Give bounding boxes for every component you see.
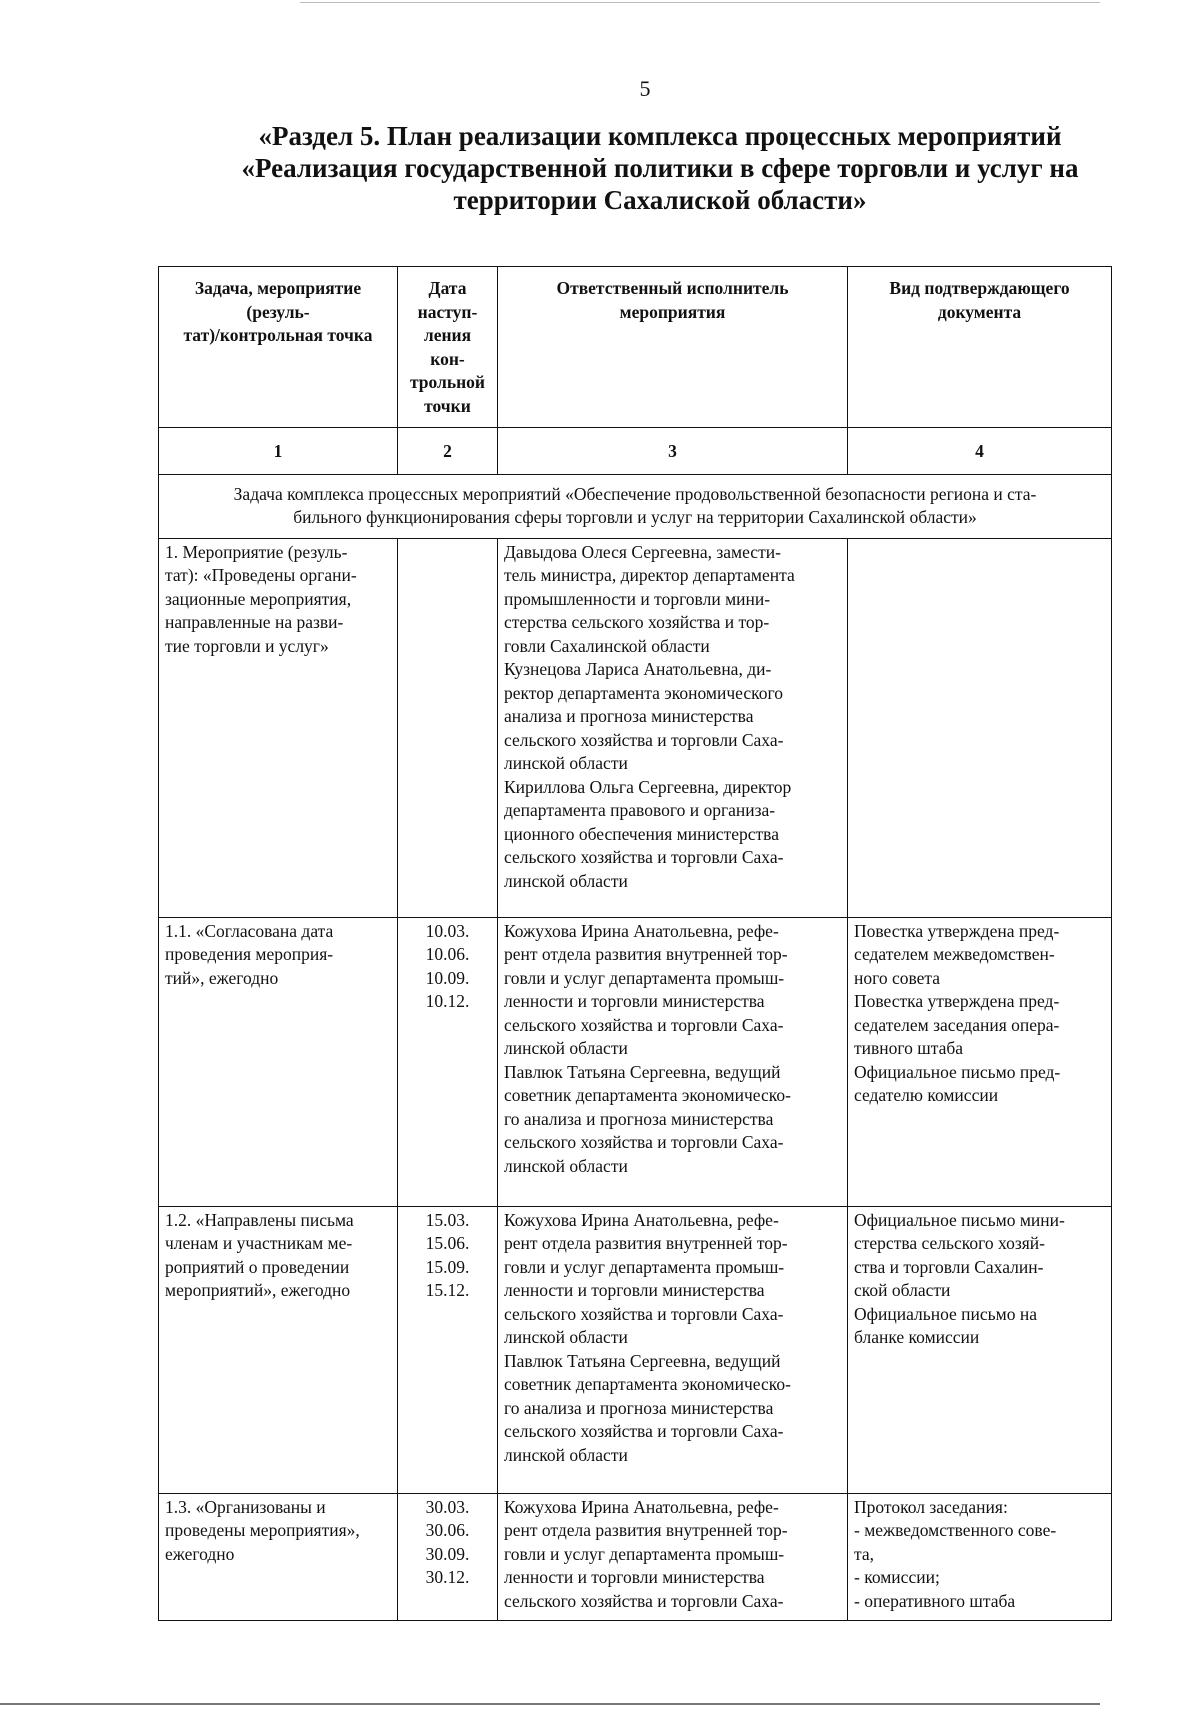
header-date: Дата наступ- ления кон- трольной точки: [398, 267, 498, 428]
title-line-3: территории Сахалиской области»: [453, 185, 867, 215]
row-item: 1.1. «Согласована дата проведения мероприя- тий», ежегодно: [159, 917, 398, 1206]
scan-top-edge: [300, 2, 1100, 3]
row-responsible: Давыдова Олеся Сергеевна, замести- тель министра, директор департамента промышленности и торговли мини- стерства сельского хозяйства и тор- говли Сахалинской области Кузнецова Лариса Анатольевна, ди- ректор департамента экономического анализа и прогноза министерства сельского хозяйства и торговли Саха- линской области Кириллова Ольга Сергеевна, директор департамента правового и организа- ционного обеспечения министерства сельского хозяйства и торговли Саха- линской области: [498, 538, 848, 917]
row-dates: 10.03. 10.06. 10.09. 10.12.: [398, 917, 498, 1206]
column-number-4: 4: [848, 428, 1112, 475]
page-title: [150, 120, 1170, 216]
table-row: [159, 1206, 1112, 1493]
row-responsible: Кожухова Ирина Анатольевна, рефе- рент отдела развития внутренней тор- говли и услуг департамента промыш- ленности и торговли министерства сельского хозяйства и торговли Саха- линской области Павлюк Татьяна Сергеевна, ведущий советник департамента экономическо- го анализа и прогноза министерства сельского хозяйства и торговли Саха- линской области: [498, 1206, 848, 1493]
plan-table: [158, 266, 1112, 1621]
row-responsible: Кожухова Ирина Анатольевна, рефе- рент отдела развития внутренней тор- говли и услуг департамента промыш- ленности и торговли министерства сельского хозяйства и торговли Саха-: [498, 1493, 848, 1620]
page-number: 5: [639, 76, 651, 101]
row-document: Официальное письмо мини- стерства сельского хозяй- ства и торговли Сахалин- ской области Официальное письмо на бланке комиссии: [848, 1206, 1112, 1493]
table-row: [159, 538, 1112, 917]
column-number-1: 1: [159, 428, 398, 475]
row-dates: [398, 538, 498, 917]
row-document: [848, 538, 1112, 917]
row-item: 1.2. «Направлены письма членам и участникам ме- роприятий о проведении мероприятий», ежегодно: [159, 1206, 398, 1493]
row-document: Протокол заседания: - межведомственного сове- та, - комиссии; - оперативного штаба: [848, 1493, 1112, 1620]
column-number-2: 2: [398, 428, 498, 475]
table-header-row: [159, 267, 1112, 428]
header-document: Вид подтверждающего документа: [848, 267, 1112, 428]
row-item: 1. Мероприятие (резуль- тат): «Проведены органи- зационные мероприятия, направленные на разви- тие торговли и услуг»: [159, 538, 398, 917]
column-number-row: [159, 428, 1112, 475]
task-description: Задача комплекса процессных мероприятий «Обеспечение продовольственной безопасности региона и ста- бильного функционирования сферы торговли и услуг на территории Сахалинской области»: [159, 474, 1112, 538]
header-task: Задача, мероприятие (резуль- тат)/контрольная точка: [159, 267, 398, 428]
row-item: 1.3. «Организованы и проведены мероприятия», ежегодно: [159, 1493, 398, 1620]
table-row: [159, 1493, 1112, 1620]
row-document: Повестка утверждена пред- седателем межведомствен- ного совета Повестка утверждена пред- седателем заседания опера- тивного штаба Официальное письмо пред- седателю комиссии: [848, 917, 1112, 1206]
column-number-3: 3: [498, 428, 848, 475]
title-line-2: «Реализация государственной политики в сфере торговли и услуг на: [241, 153, 1079, 183]
row-dates: 15.03. 15.06. 15.09. 15.12.: [398, 1206, 498, 1493]
header-responsible: Ответственный исполнитель мероприятия: [498, 267, 848, 428]
scan-bottom-edge: [0, 1703, 1100, 1705]
table-row: [159, 917, 1112, 1206]
title-line-1: «Раздел 5. План реализации комплекса процессных мероприятий: [258, 121, 1062, 151]
row-dates: 30.03. 30.06. 30.09. 30.12.: [398, 1493, 498, 1620]
row-responsible: Кожухова Ирина Анатольевна, рефе- рент отдела развития внутренней тор- говли и услуг департамента промыш- ленности и торговли министерства сельского хозяйства и торговли Саха- линской области Павлюк Татьяна Сергеевна, ведущий советник департамента экономическо- го анализа и прогноза министерства сельского хозяйства и торговли Саха- линской области: [498, 917, 848, 1206]
task-row: [159, 474, 1112, 538]
